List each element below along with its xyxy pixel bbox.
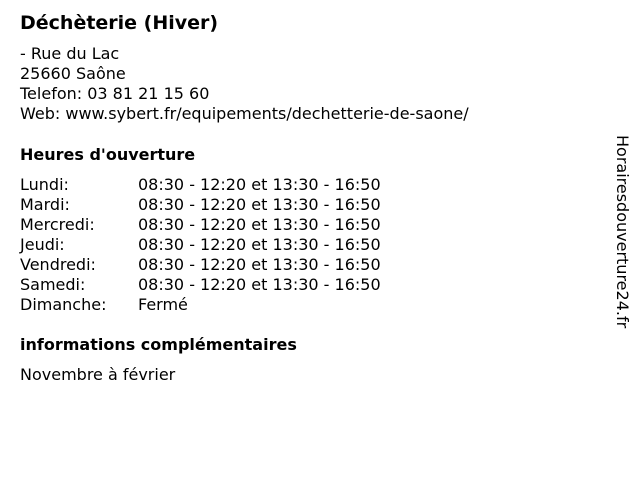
hours-day: Jeudi:: [20, 235, 65, 254]
additional-info-heading: informations complémentaires: [20, 335, 297, 354]
address-block: [20, 44, 469, 124]
hours-row-monday: [20, 175, 381, 195]
hours-time: 08:30 - 12:20 et 13:30 - 16:50: [138, 175, 381, 194]
watermark: [602, 135, 640, 375]
hours-day: Dimanche:: [20, 295, 107, 314]
hours-row-friday: [20, 255, 381, 275]
address-city: 25660 Saône: [20, 64, 126, 83]
hours-row-sunday: [20, 295, 381, 315]
hours-day: Samedi:: [20, 275, 86, 294]
opening-hours-list: [20, 175, 381, 315]
hours-heading: Heures d'ouverture: [20, 145, 196, 164]
hours-row-tuesday: [20, 195, 381, 215]
hours-day: Mercredi:: [20, 215, 95, 234]
hours-time: 08:30 - 12:20 et 13:30 - 16:50: [138, 275, 381, 294]
hours-time: 08:30 - 12:20 et 13:30 - 16:50: [138, 215, 381, 234]
hours-time: 08:30 - 12:20 et 13:30 - 16:50: [138, 195, 381, 214]
hours-day: Mardi:: [20, 195, 70, 214]
watermark-text: Horairesdouverture24.fr: [613, 135, 632, 329]
hours-time: Fermé: [138, 295, 188, 314]
hours-time: 08:30 - 12:20 et 13:30 - 16:50: [138, 255, 381, 274]
website-url: Web: www.sybert.fr/equipements/dechetterie-de-saone/: [20, 104, 469, 123]
hours-day: Lundi:: [20, 175, 69, 194]
hours-row-wednesday: [20, 215, 381, 235]
hours-day: Vendredi:: [20, 255, 96, 274]
phone-number: Telefon: 03 81 21 15 60: [20, 84, 210, 103]
hours-row-thursday: [20, 235, 381, 255]
hours-row-saturday: [20, 275, 381, 295]
additional-info-text: Novembre à février: [20, 365, 176, 384]
hours-time: 08:30 - 12:20 et 13:30 - 16:50: [138, 235, 381, 254]
page-title: Déchèterie (Hiver): [20, 12, 219, 34]
address-street: - Rue du Lac: [20, 44, 120, 63]
